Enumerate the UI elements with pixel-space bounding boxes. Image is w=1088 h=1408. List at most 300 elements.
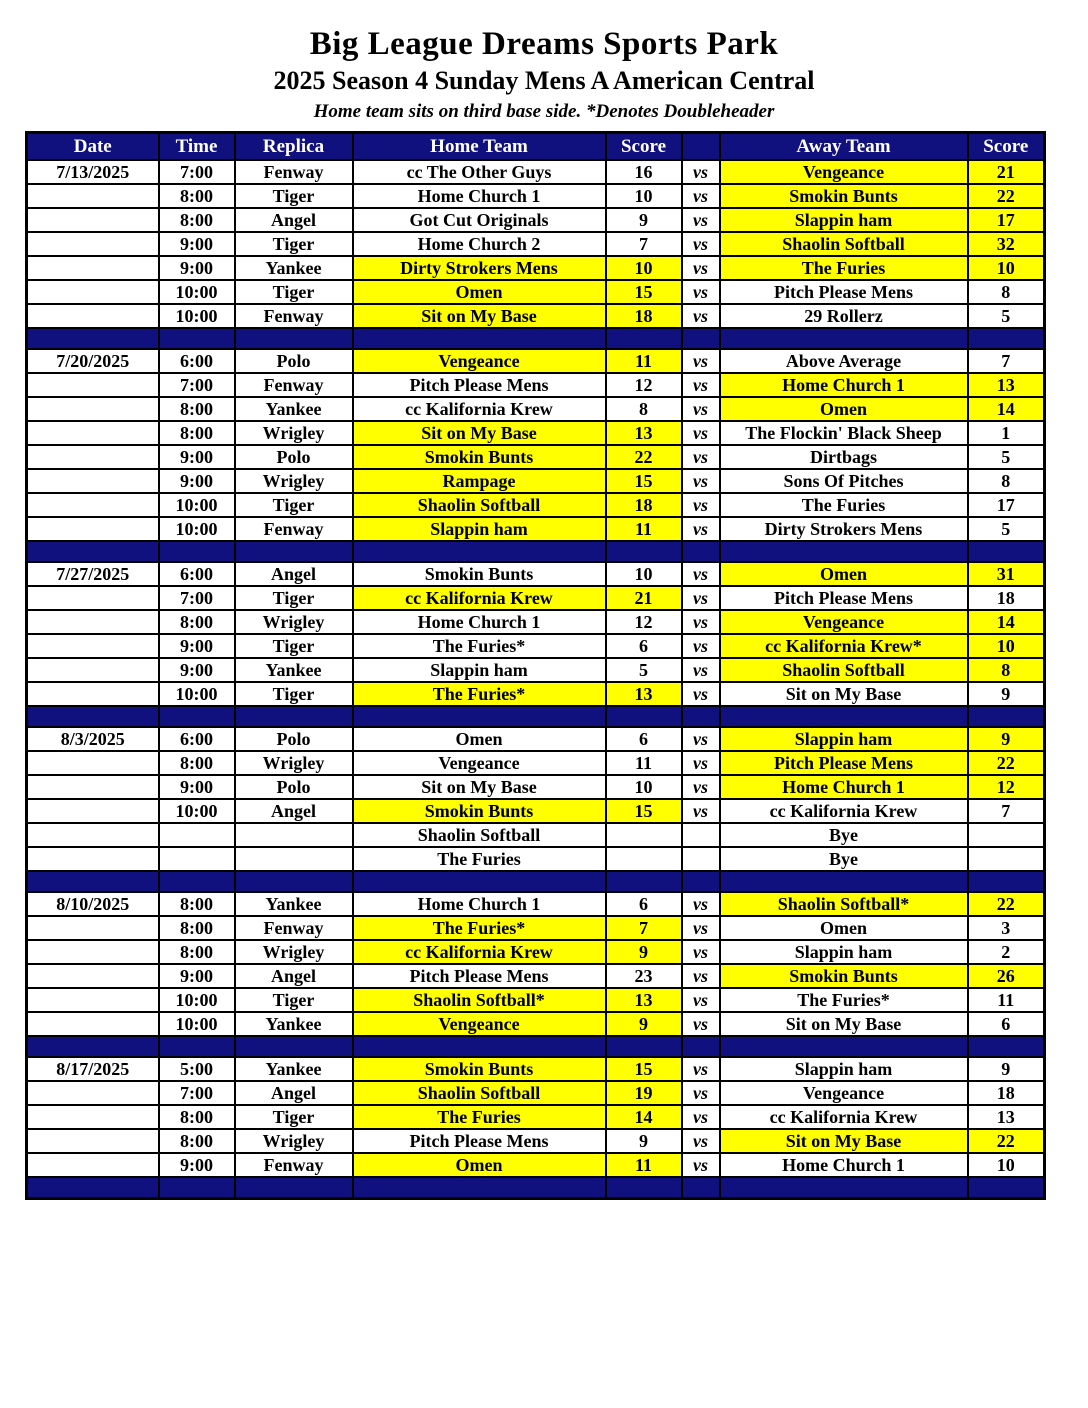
separator-cell	[606, 871, 682, 892]
separator-cell	[720, 541, 968, 562]
replica-cell: Wrigley	[235, 469, 353, 493]
home-team-cell: Vengeance	[353, 751, 606, 775]
vs-cell: vs	[682, 397, 720, 421]
home-score-cell: 10	[606, 256, 682, 280]
replica-cell	[235, 823, 353, 847]
time-cell: 10:00	[159, 493, 235, 517]
game-row	[27, 916, 1045, 940]
separator-cell	[968, 706, 1045, 727]
game-row	[27, 988, 1045, 1012]
away-team-cell: Pitch Please Mens	[720, 751, 968, 775]
away-score-cell: 9	[968, 682, 1045, 706]
home-team-cell: Shaolin Softball	[353, 823, 606, 847]
time-cell: 9:00	[159, 232, 235, 256]
home-score-cell: 7	[606, 916, 682, 940]
vs-cell: vs	[682, 562, 720, 586]
column-header-replica: Replica	[235, 133, 353, 161]
date-cell: 7/20/2025	[27, 349, 159, 373]
away-team-cell: Dirty Strokers Mens	[720, 517, 968, 541]
game-row	[27, 1153, 1045, 1177]
time-cell: 9:00	[159, 634, 235, 658]
home-score-cell: 13	[606, 682, 682, 706]
away-team-cell: Pitch Please Mens	[720, 586, 968, 610]
time-cell: 10:00	[159, 799, 235, 823]
home-score-cell: 14	[606, 1105, 682, 1129]
schedule-table	[25, 131, 1046, 1200]
away-team-cell: Sons Of Pitches	[720, 469, 968, 493]
home-team-cell: Omen	[353, 727, 606, 751]
vs-cell: vs	[682, 280, 720, 304]
replica-cell: Fenway	[235, 916, 353, 940]
title-block	[0, 0, 1088, 126]
vs-cell: vs	[682, 421, 720, 445]
away-score-cell: 22	[968, 1129, 1045, 1153]
time-cell: 8:00	[159, 916, 235, 940]
separator-cell	[353, 706, 606, 727]
home-score-cell: 22	[606, 445, 682, 469]
vs-cell: vs	[682, 469, 720, 493]
away-score-cell: 5	[968, 445, 1045, 469]
home-team-cell: Shaolin Softball	[353, 1081, 606, 1105]
home-team-cell: The Furies*	[353, 682, 606, 706]
separator-row	[27, 1177, 1045, 1199]
date-cell: 8/17/2025	[27, 1057, 159, 1081]
separator-cell	[606, 541, 682, 562]
separator-cell	[159, 541, 235, 562]
replica-cell: Tiger	[235, 1105, 353, 1129]
time-cell: 10:00	[159, 280, 235, 304]
time-cell: 7:00	[159, 373, 235, 397]
time-cell: 10:00	[159, 682, 235, 706]
game-row	[27, 469, 1045, 493]
header-row	[27, 133, 1045, 161]
vs-cell: vs	[682, 517, 720, 541]
separator-cell	[159, 871, 235, 892]
away-team-cell: Slappin ham	[720, 1057, 968, 1081]
home-score-cell: 6	[606, 892, 682, 916]
home-team-cell: The Furies*	[353, 916, 606, 940]
home-score-cell: 9	[606, 208, 682, 232]
game-row	[27, 256, 1045, 280]
time-cell: 6:00	[159, 562, 235, 586]
home-score-cell: 18	[606, 493, 682, 517]
separator-cell	[27, 871, 159, 892]
away-team-cell: Sit on My Base	[720, 682, 968, 706]
vs-cell: vs	[682, 634, 720, 658]
home-score-cell: 11	[606, 751, 682, 775]
column-header-away-score: Score	[968, 133, 1045, 161]
replica-cell: Fenway	[235, 160, 353, 184]
date-cell	[27, 208, 159, 232]
away-team-cell: Omen	[720, 916, 968, 940]
home-team-cell: Sit on My Base	[353, 304, 606, 328]
game-row	[27, 751, 1045, 775]
game-row	[27, 799, 1045, 823]
time-cell: 8:00	[159, 610, 235, 634]
away-score-cell: 9	[968, 1057, 1045, 1081]
replica-cell: Tiger	[235, 280, 353, 304]
home-team-cell: Smokin Bunts	[353, 1057, 606, 1081]
away-score-cell: 22	[968, 751, 1045, 775]
home-score-cell: 11	[606, 1153, 682, 1177]
separator-cell	[235, 541, 353, 562]
separator-row	[27, 706, 1045, 727]
time-cell: 7:00	[159, 1081, 235, 1105]
time-cell: 9:00	[159, 469, 235, 493]
vs-cell: vs	[682, 304, 720, 328]
time-cell	[159, 823, 235, 847]
home-team-cell: cc The Other Guys	[353, 160, 606, 184]
home-team-cell: Home Church 2	[353, 232, 606, 256]
separator-cell	[27, 706, 159, 727]
date-cell: 8/10/2025	[27, 892, 159, 916]
separator-cell	[720, 871, 968, 892]
date-cell	[27, 799, 159, 823]
date-cell: 8/3/2025	[27, 727, 159, 751]
time-cell: 9:00	[159, 775, 235, 799]
date-cell: 7/13/2025	[27, 160, 159, 184]
home-team-cell: Got Cut Originals	[353, 208, 606, 232]
away-score-cell: 8	[968, 658, 1045, 682]
separator-cell	[968, 328, 1045, 349]
home-team-cell: The Furies*	[353, 634, 606, 658]
vs-cell: vs	[682, 256, 720, 280]
away-score-cell: 17	[968, 493, 1045, 517]
game-row	[27, 184, 1045, 208]
separator-cell	[606, 706, 682, 727]
away-team-cell: Shaolin Softball	[720, 232, 968, 256]
game-row	[27, 208, 1045, 232]
date-cell	[27, 610, 159, 634]
replica-cell: Fenway	[235, 304, 353, 328]
home-team-cell: Slappin ham	[353, 517, 606, 541]
home-score-cell: 6	[606, 727, 682, 751]
replica-cell: Polo	[235, 445, 353, 469]
date-cell	[27, 988, 159, 1012]
away-score-cell: 18	[968, 1081, 1045, 1105]
separator-cell	[159, 1036, 235, 1057]
home-team-cell: Smokin Bunts	[353, 799, 606, 823]
replica-cell: Fenway	[235, 1153, 353, 1177]
away-team-cell: Vengeance	[720, 1081, 968, 1105]
date-cell	[27, 232, 159, 256]
replica-cell: Yankee	[235, 892, 353, 916]
schedule-body	[27, 160, 1045, 1199]
away-team-cell: Slappin ham	[720, 940, 968, 964]
date-cell	[27, 634, 159, 658]
home-score-cell: 13	[606, 421, 682, 445]
home-team-cell: Shaolin Softball*	[353, 988, 606, 1012]
time-cell: 10:00	[159, 304, 235, 328]
home-team-cell: Home Church 1	[353, 610, 606, 634]
replica-cell: Polo	[235, 349, 353, 373]
vs-cell: vs	[682, 916, 720, 940]
away-team-cell: Bye	[720, 847, 968, 871]
replica-cell: Tiger	[235, 232, 353, 256]
game-row	[27, 562, 1045, 586]
away-score-cell: 21	[968, 160, 1045, 184]
home-team-cell: Slappin ham	[353, 658, 606, 682]
game-row	[27, 1105, 1045, 1129]
game-row	[27, 373, 1045, 397]
vs-cell: vs	[682, 940, 720, 964]
separator-cell	[682, 1036, 720, 1057]
separator-cell	[968, 1036, 1045, 1057]
time-cell: 6:00	[159, 727, 235, 751]
separator-cell	[27, 1177, 159, 1199]
time-cell: 6:00	[159, 349, 235, 373]
replica-cell: Tiger	[235, 988, 353, 1012]
away-score-cell: 8	[968, 280, 1045, 304]
replica-cell: Yankee	[235, 1012, 353, 1036]
column-header-home-score: Score	[606, 133, 682, 161]
date-cell	[27, 1081, 159, 1105]
separator-cell	[353, 871, 606, 892]
away-score-cell: 13	[968, 373, 1045, 397]
home-team-cell: Shaolin Softball	[353, 493, 606, 517]
away-team-cell: cc Kalifornia Krew	[720, 799, 968, 823]
separator-cell	[159, 328, 235, 349]
date-cell	[27, 586, 159, 610]
game-row	[27, 232, 1045, 256]
home-score-cell: 19	[606, 1081, 682, 1105]
vs-cell: vs	[682, 208, 720, 232]
separator-cell	[235, 871, 353, 892]
away-score-cell: 12	[968, 775, 1045, 799]
separator-cell	[159, 706, 235, 727]
separator-cell	[968, 541, 1045, 562]
vs-cell	[682, 823, 720, 847]
replica-cell: Angel	[235, 562, 353, 586]
replica-cell: Wrigley	[235, 610, 353, 634]
separator-cell	[159, 1177, 235, 1199]
vs-cell: vs	[682, 349, 720, 373]
replica-cell: Fenway	[235, 517, 353, 541]
game-row	[27, 397, 1045, 421]
replica-cell: Yankee	[235, 397, 353, 421]
time-cell: 9:00	[159, 658, 235, 682]
away-score-cell: 7	[968, 349, 1045, 373]
home-team-cell: Dirty Strokers Mens	[353, 256, 606, 280]
vs-cell: vs	[682, 1057, 720, 1081]
replica-cell: Yankee	[235, 1057, 353, 1081]
vs-cell: vs	[682, 1081, 720, 1105]
replica-cell: Angel	[235, 208, 353, 232]
home-team-cell: cc Kalifornia Krew	[353, 397, 606, 421]
date-cell	[27, 517, 159, 541]
separator-cell	[720, 1177, 968, 1199]
away-team-cell: The Flockin' Black Sheep	[720, 421, 968, 445]
time-cell: 8:00	[159, 421, 235, 445]
separator-cell	[720, 706, 968, 727]
home-score-cell: 9	[606, 940, 682, 964]
home-score-cell: 18	[606, 304, 682, 328]
home-team-cell: Pitch Please Mens	[353, 964, 606, 988]
away-team-cell: Slappin ham	[720, 727, 968, 751]
away-score-cell	[968, 847, 1045, 871]
home-score-cell: 5	[606, 658, 682, 682]
vs-cell: vs	[682, 232, 720, 256]
date-cell	[27, 1012, 159, 1036]
home-score-cell: 11	[606, 349, 682, 373]
home-team-cell: The Furies	[353, 847, 606, 871]
away-team-cell: The Furies*	[720, 988, 968, 1012]
away-team-cell: The Furies	[720, 493, 968, 517]
replica-cell: Angel	[235, 964, 353, 988]
vs-cell: vs	[682, 964, 720, 988]
game-row	[27, 421, 1045, 445]
away-team-cell: Bye	[720, 823, 968, 847]
home-score-cell: 15	[606, 280, 682, 304]
separator-cell	[682, 541, 720, 562]
replica-cell: Yankee	[235, 256, 353, 280]
separator-cell	[606, 1177, 682, 1199]
vs-cell: vs	[682, 1012, 720, 1036]
game-row	[27, 775, 1045, 799]
time-cell: 9:00	[159, 1153, 235, 1177]
game-row	[27, 349, 1045, 373]
vs-cell: vs	[682, 892, 720, 916]
separator-cell	[968, 871, 1045, 892]
time-cell: 8:00	[159, 397, 235, 421]
away-score-cell: 5	[968, 517, 1045, 541]
separator-cell	[353, 541, 606, 562]
replica-cell: Polo	[235, 727, 353, 751]
date-cell	[27, 184, 159, 208]
home-score-cell: 15	[606, 799, 682, 823]
game-row	[27, 445, 1045, 469]
home-team-cell: Sit on My Base	[353, 775, 606, 799]
away-score-cell: 3	[968, 916, 1045, 940]
replica-cell: Yankee	[235, 658, 353, 682]
separator-cell	[682, 1177, 720, 1199]
home-score-cell: 7	[606, 232, 682, 256]
separator-cell	[235, 706, 353, 727]
away-team-cell: cc Kalifornia Krew	[720, 1105, 968, 1129]
away-team-cell: Dirtbags	[720, 445, 968, 469]
home-team-cell: Vengeance	[353, 349, 606, 373]
game-row	[27, 586, 1045, 610]
game-row	[27, 682, 1045, 706]
game-row	[27, 1057, 1045, 1081]
separator-row	[27, 1036, 1045, 1057]
home-score-cell: 12	[606, 373, 682, 397]
date-cell	[27, 916, 159, 940]
time-cell: 8:00	[159, 892, 235, 916]
away-score-cell: 13	[968, 1105, 1045, 1129]
away-team-cell: The Furies	[720, 256, 968, 280]
date-cell	[27, 304, 159, 328]
away-score-cell: 22	[968, 892, 1045, 916]
time-cell: 8:00	[159, 1105, 235, 1129]
vs-cell: vs	[682, 586, 720, 610]
away-score-cell: 6	[968, 1012, 1045, 1036]
vs-cell: vs	[682, 1129, 720, 1153]
home-score-cell: 10	[606, 775, 682, 799]
date-cell	[27, 658, 159, 682]
away-score-cell: 1	[968, 421, 1045, 445]
separator-cell	[235, 1036, 353, 1057]
separator-cell	[235, 328, 353, 349]
away-score-cell: 10	[968, 256, 1045, 280]
away-score-cell: 17	[968, 208, 1045, 232]
separator-row	[27, 328, 1045, 349]
time-cell: 8:00	[159, 208, 235, 232]
home-team-cell: Vengeance	[353, 1012, 606, 1036]
time-cell: 8:00	[159, 184, 235, 208]
time-cell: 10:00	[159, 1012, 235, 1036]
away-score-cell: 7	[968, 799, 1045, 823]
separator-cell	[353, 328, 606, 349]
vs-cell: vs	[682, 1105, 720, 1129]
game-row	[27, 634, 1045, 658]
away-team-cell: Omen	[720, 562, 968, 586]
vs-cell: vs	[682, 658, 720, 682]
home-score-cell: 23	[606, 964, 682, 988]
away-score-cell: 9	[968, 727, 1045, 751]
vs-cell: vs	[682, 682, 720, 706]
away-team-cell: 29 Rollerz	[720, 304, 968, 328]
replica-cell: Tiger	[235, 493, 353, 517]
time-cell: 10:00	[159, 517, 235, 541]
date-cell	[27, 445, 159, 469]
home-score-cell: 10	[606, 184, 682, 208]
separator-row	[27, 871, 1045, 892]
away-score-cell: 2	[968, 940, 1045, 964]
home-score-cell	[606, 847, 682, 871]
game-row	[27, 1012, 1045, 1036]
vs-cell: vs	[682, 1153, 720, 1177]
away-team-cell: Home Church 1	[720, 775, 968, 799]
home-score-cell	[606, 823, 682, 847]
time-cell: 8:00	[159, 1129, 235, 1153]
replica-cell	[235, 847, 353, 871]
away-score-cell: 10	[968, 1153, 1045, 1177]
home-score-cell: 13	[606, 988, 682, 1012]
home-team-cell: Rampage	[353, 469, 606, 493]
date-cell	[27, 847, 159, 871]
game-row	[27, 964, 1045, 988]
time-cell: 5:00	[159, 1057, 235, 1081]
vs-cell: vs	[682, 799, 720, 823]
time-cell: 8:00	[159, 940, 235, 964]
date-cell: 7/27/2025	[27, 562, 159, 586]
away-score-cell: 32	[968, 232, 1045, 256]
replica-cell: Wrigley	[235, 421, 353, 445]
replica-cell: Angel	[235, 799, 353, 823]
home-score-cell: 12	[606, 610, 682, 634]
game-row	[27, 160, 1045, 184]
separator-cell	[968, 1177, 1045, 1199]
replica-cell: Tiger	[235, 184, 353, 208]
replica-cell: Tiger	[235, 634, 353, 658]
column-header-away-team: Away Team	[720, 133, 968, 161]
separator-cell	[27, 1036, 159, 1057]
time-cell: 7:00	[159, 586, 235, 610]
time-cell: 9:00	[159, 445, 235, 469]
home-score-cell: 16	[606, 160, 682, 184]
home-team-cell: Pitch Please Mens	[353, 373, 606, 397]
vs-cell: vs	[682, 184, 720, 208]
vs-cell: vs	[682, 493, 720, 517]
replica-cell: Wrigley	[235, 751, 353, 775]
home-score-cell: 10	[606, 562, 682, 586]
away-team-cell: Vengeance	[720, 160, 968, 184]
home-team-cell: Home Church 1	[353, 892, 606, 916]
game-row	[27, 493, 1045, 517]
date-cell	[27, 397, 159, 421]
home-team-cell: Sit on My Base	[353, 421, 606, 445]
